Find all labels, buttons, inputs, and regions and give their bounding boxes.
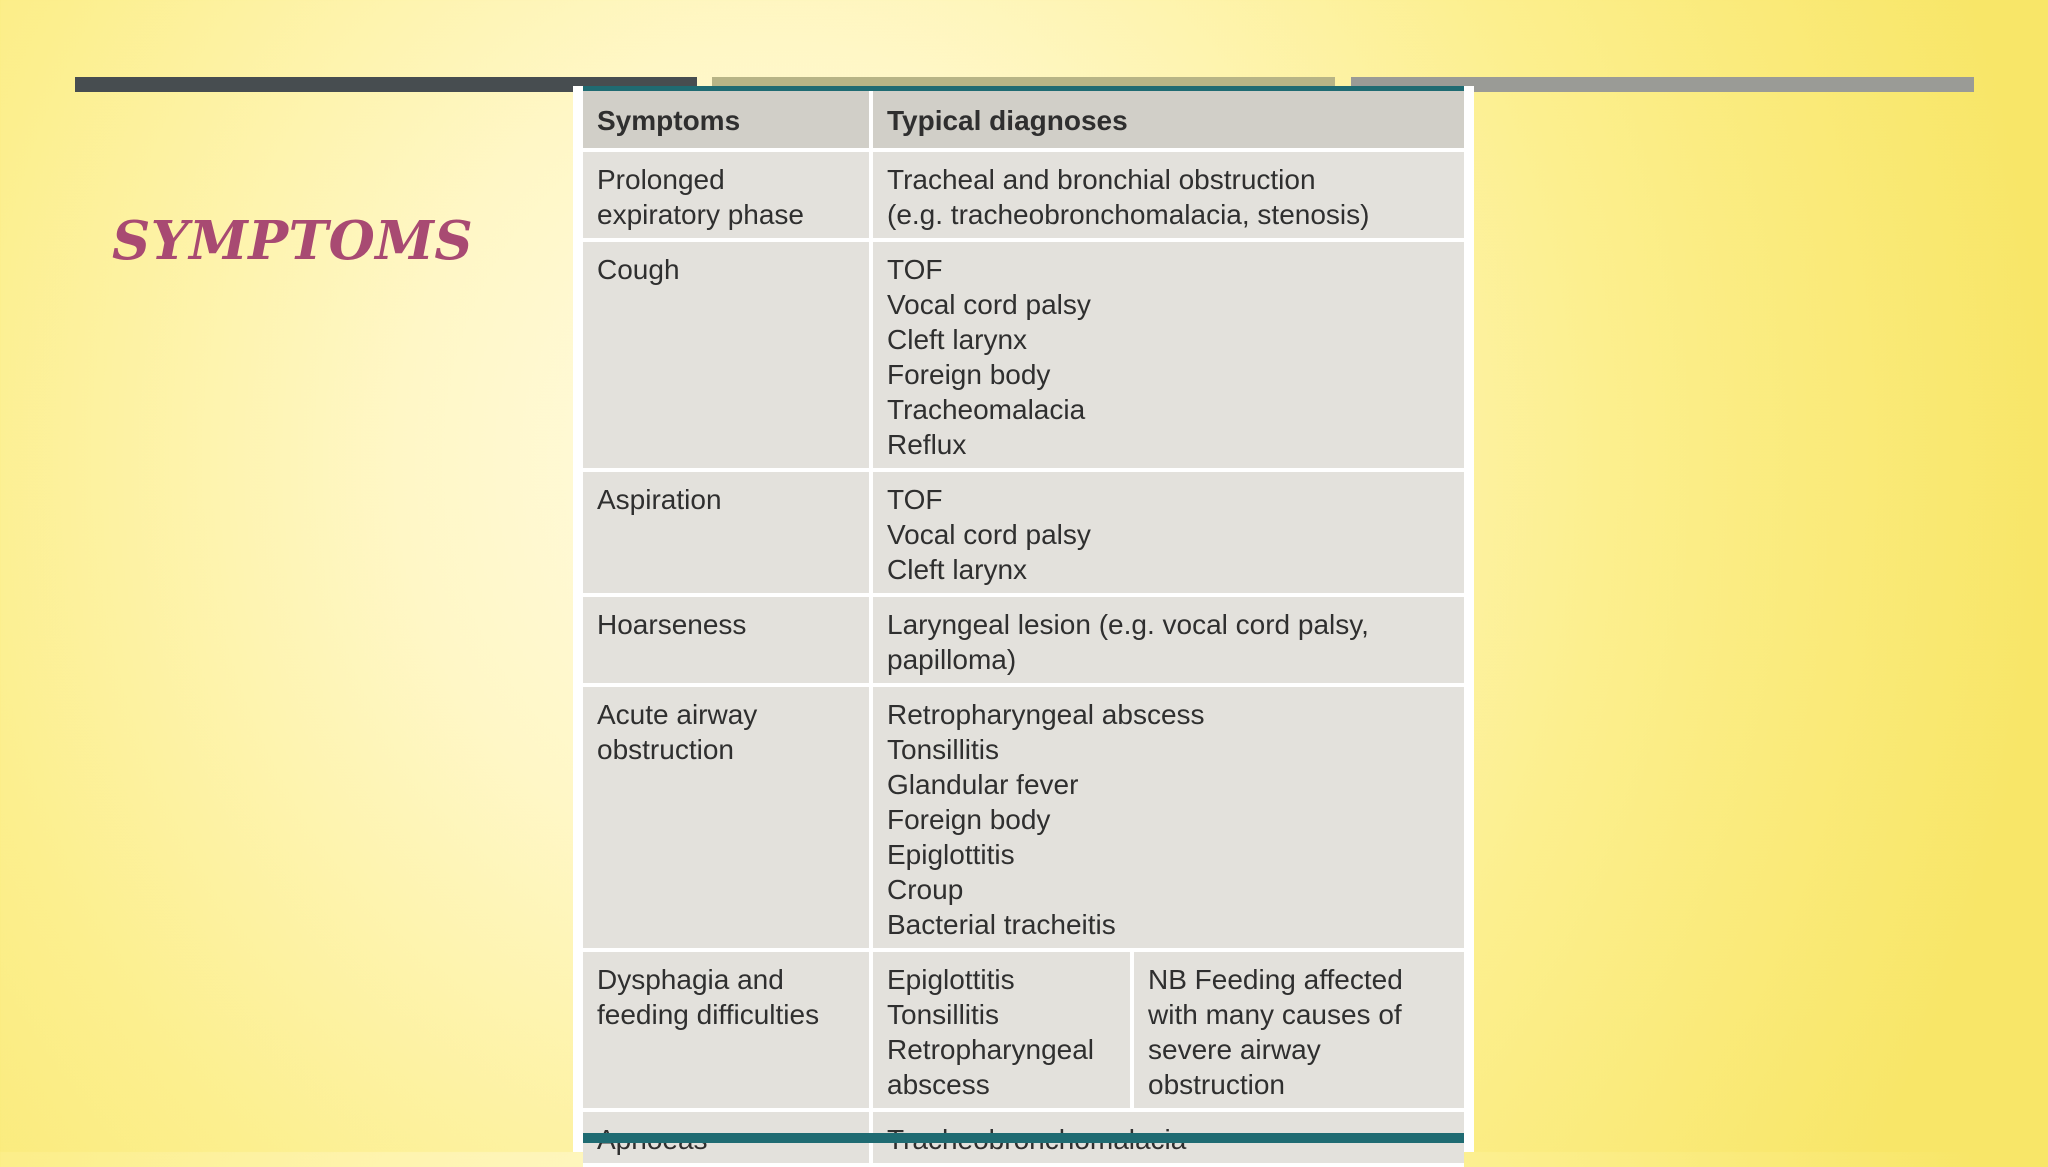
table-row — [583, 950, 1464, 1110]
symptom-line: Prolonged — [597, 164, 725, 195]
diagnosis-line: Glandular fever — [887, 769, 1079, 800]
diagnoses-cell — [871, 595, 1464, 685]
symptom-cell — [583, 595, 871, 685]
diagnosis-line: Retropharyngeal — [887, 1034, 1095, 1065]
diagnosis-line: Epiglottitis — [887, 964, 1015, 995]
diagnosis-line: TOF — [887, 484, 943, 515]
symptom-cell — [583, 685, 871, 950]
note-line: NB Feeding affected — [1148, 964, 1403, 995]
diagnosis-line: Tonsillitis — [887, 999, 1000, 1030]
table-row — [583, 685, 1464, 950]
symptom-line: Acute airway — [597, 699, 758, 730]
symptom-cell — [583, 240, 871, 470]
diagnosis-line: (e.g. tracheobronchomalacia, stenosis) — [887, 199, 1370, 230]
table-row — [583, 595, 1464, 685]
diagnosis-line: Laryngeal lesion (e.g. vocal cord palsy, — [887, 609, 1369, 640]
diagnoses-cell — [871, 470, 1464, 595]
diagnosis-line: Vocal cord palsy — [887, 289, 1091, 320]
diagnosis-line: Vocal cord palsy — [887, 519, 1091, 550]
symptom-cell — [583, 950, 871, 1110]
symptom-cell — [583, 150, 871, 240]
symptom-line: Cough — [597, 254, 680, 285]
diagnosis-line: TOF — [887, 254, 943, 285]
diagnoses-cell — [871, 685, 1464, 950]
symptom-line: Aspiration — [597, 484, 722, 515]
diagnosis-line: Tracheal and bronchial obstruction — [887, 164, 1316, 195]
slide-title: SYMPTOMS — [112, 210, 474, 272]
diagnosis-line: Croup — [887, 874, 964, 905]
diagnosis-line: Tonsillitis — [887, 734, 1000, 765]
table-bottom-rule — [583, 1133, 1464, 1143]
table-header-row — [583, 91, 1464, 150]
note-line: obstruction — [1148, 1069, 1285, 1100]
symptoms-table — [583, 91, 1464, 1167]
table-row — [583, 240, 1464, 470]
diagnoses-cell — [871, 240, 1464, 470]
diagnosis-line: Foreign body — [887, 359, 1051, 390]
diagnosis-line: Cleft larynx — [887, 324, 1028, 355]
diagnosis-line: Epiglottitis — [887, 839, 1015, 870]
diagnoses-cell — [871, 150, 1464, 240]
table-row — [583, 470, 1464, 595]
header-typical-diagnoses: Typical diagnoses — [871, 91, 1464, 150]
note-line: severe airway — [1148, 1034, 1321, 1065]
symptom-cell — [583, 470, 871, 595]
symptom-line: Hoarseness — [597, 609, 747, 640]
diagnosis-line: Cleft larynx — [887, 554, 1028, 585]
note-line: with many causes of — [1148, 999, 1402, 1030]
symptom-line: expiratory phase — [597, 199, 805, 230]
diagnosis-line: papilloma) — [887, 644, 1017, 675]
diagnosis-line: Bacterial tracheitis — [887, 909, 1116, 940]
symptom-line: obstruction — [597, 734, 734, 765]
symptom-line: Dysphagia and — [597, 964, 784, 995]
diagnosis-line: Foreign body — [887, 804, 1051, 835]
diagnosis-line: Tracheomalacia — [887, 394, 1086, 425]
header-symptoms: Symptoms — [583, 91, 871, 150]
diagnosis-line: abscess — [887, 1069, 990, 1100]
symptom-line: feeding difficulties — [597, 999, 820, 1030]
diagnoses-cell — [871, 950, 1132, 1110]
note-cell — [1132, 950, 1464, 1110]
table-row — [583, 150, 1464, 240]
diagnosis-line: Reflux — [887, 429, 967, 460]
diagnosis-line: Retropharyngeal abscess — [887, 699, 1205, 730]
